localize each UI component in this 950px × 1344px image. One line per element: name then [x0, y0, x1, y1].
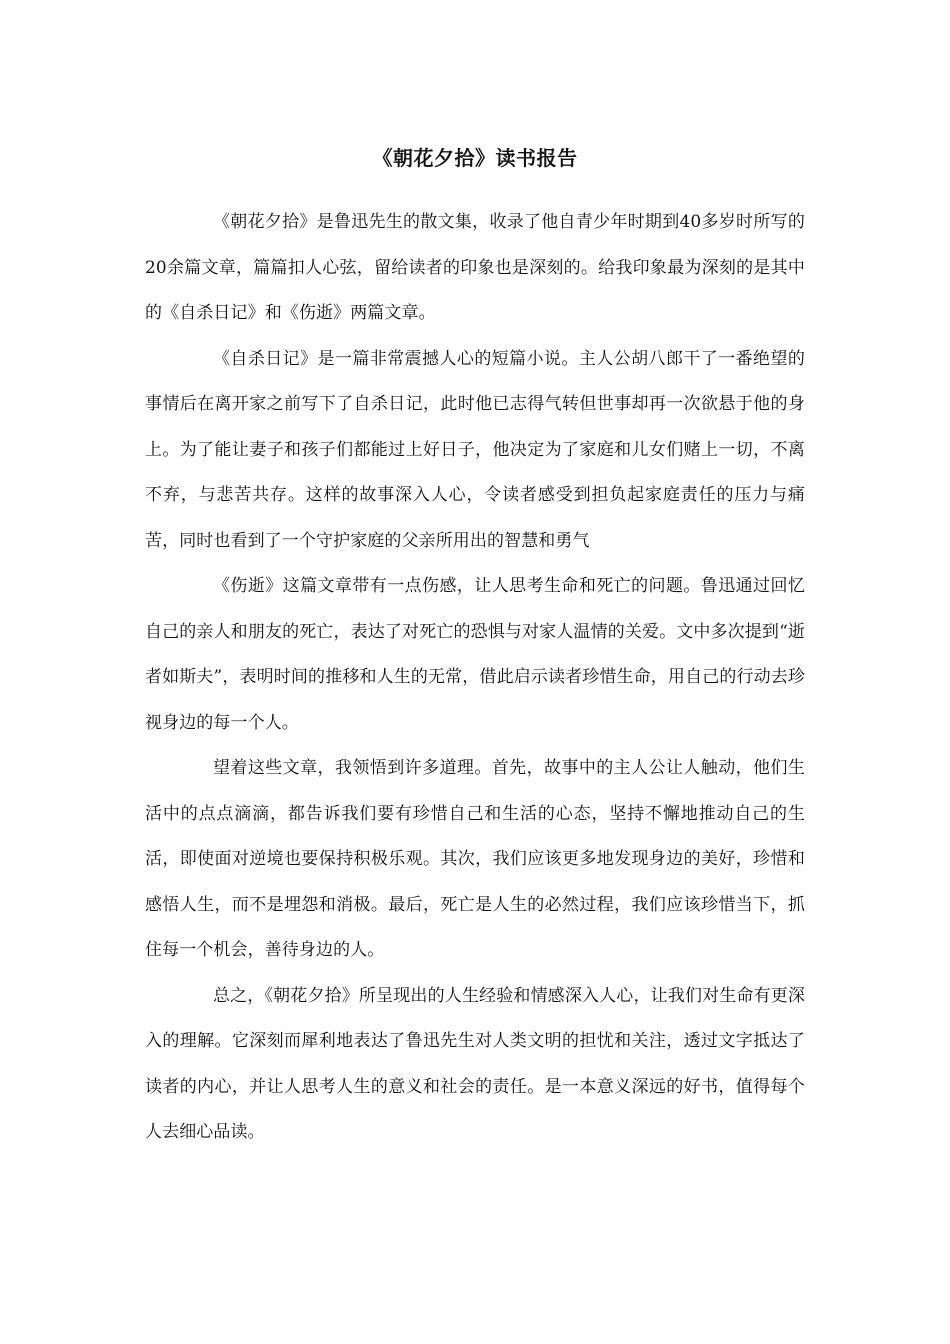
paragraph-conclusion: 总之，《朝花夕拾》所呈现出的人生经验和情感深入人心，让我们对生命有更深入的理解。它深刻而犀利地表达了鲁迅先生对人类文明的担忧和关注，透过文字抵达了读者的内心，并让人思考人生的意义和社会的责任。是一本意义深远的好书，值得每个人去细心品读。	[145, 985, 805, 1142]
document-body	[145, 200, 805, 1156]
paragraph-lessons: 望着这些文章，我领悟到许多道理。首先，故事中的主人公让人触动，他们生活中的点点滴滴，都告诉我们要有珍惜自己和生活的心态，坚持不懈地推动自己的生活，即使面对逆境也要保持积极乐观。其次，我们应该更多地发现身边的美好，珍惜和感悟人生，而不是埋怨和消极。最后，死亡是人生的必然过程，我们应该珍惜当下，抓住每一个机会，善待身边的人。	[145, 758, 805, 960]
document-title: 《朝花夕拾》读书报告	[372, 146, 578, 170]
paragraph-regret-for-past: 《伤逝》这篇文章带有一点伤感，让人思考生命和死亡的问题。鲁迅通过回忆自己的亲人和朋友的死亡，表达了对死亡的恐惧与对家人温情的关爱。文中多次提到“逝者如斯夫”，表明时间的推移和人生的无常，借此启示读者珍惜生命，用自己的行动去珍视身边的每一个人。	[145, 576, 805, 733]
paragraph-intro: 《朝花夕拾》是鲁迅先生的散文集，收录了他自青少年时期到40多岁时所写的20余篇文章，篇篇扣人心弦，留给读者的印象也是深刻的。给我印象最为深刻的是其中的《自杀日记》和《伤逝》两篇文章。	[145, 212, 805, 323]
paragraph-suicide-diary: 《自杀日记》是一篇非常震撼人心的短篇小说。主人公胡八郎干了一番绝望的事情后在离开家之前写下了自杀日记，此时他已志得气转但世事却再一次欲悬于他的身上。为了能让妻子和孩子们都能过上好日子，他决定为了家庭和儿女们赌上一切，不离不弃，与悲苦共存。这样的故事深入人心，令读者感受到担负起家庭责任的压力与痛苦，同时也看到了一个守护家庭的父亲所用出的智慧和勇气	[145, 348, 805, 551]
